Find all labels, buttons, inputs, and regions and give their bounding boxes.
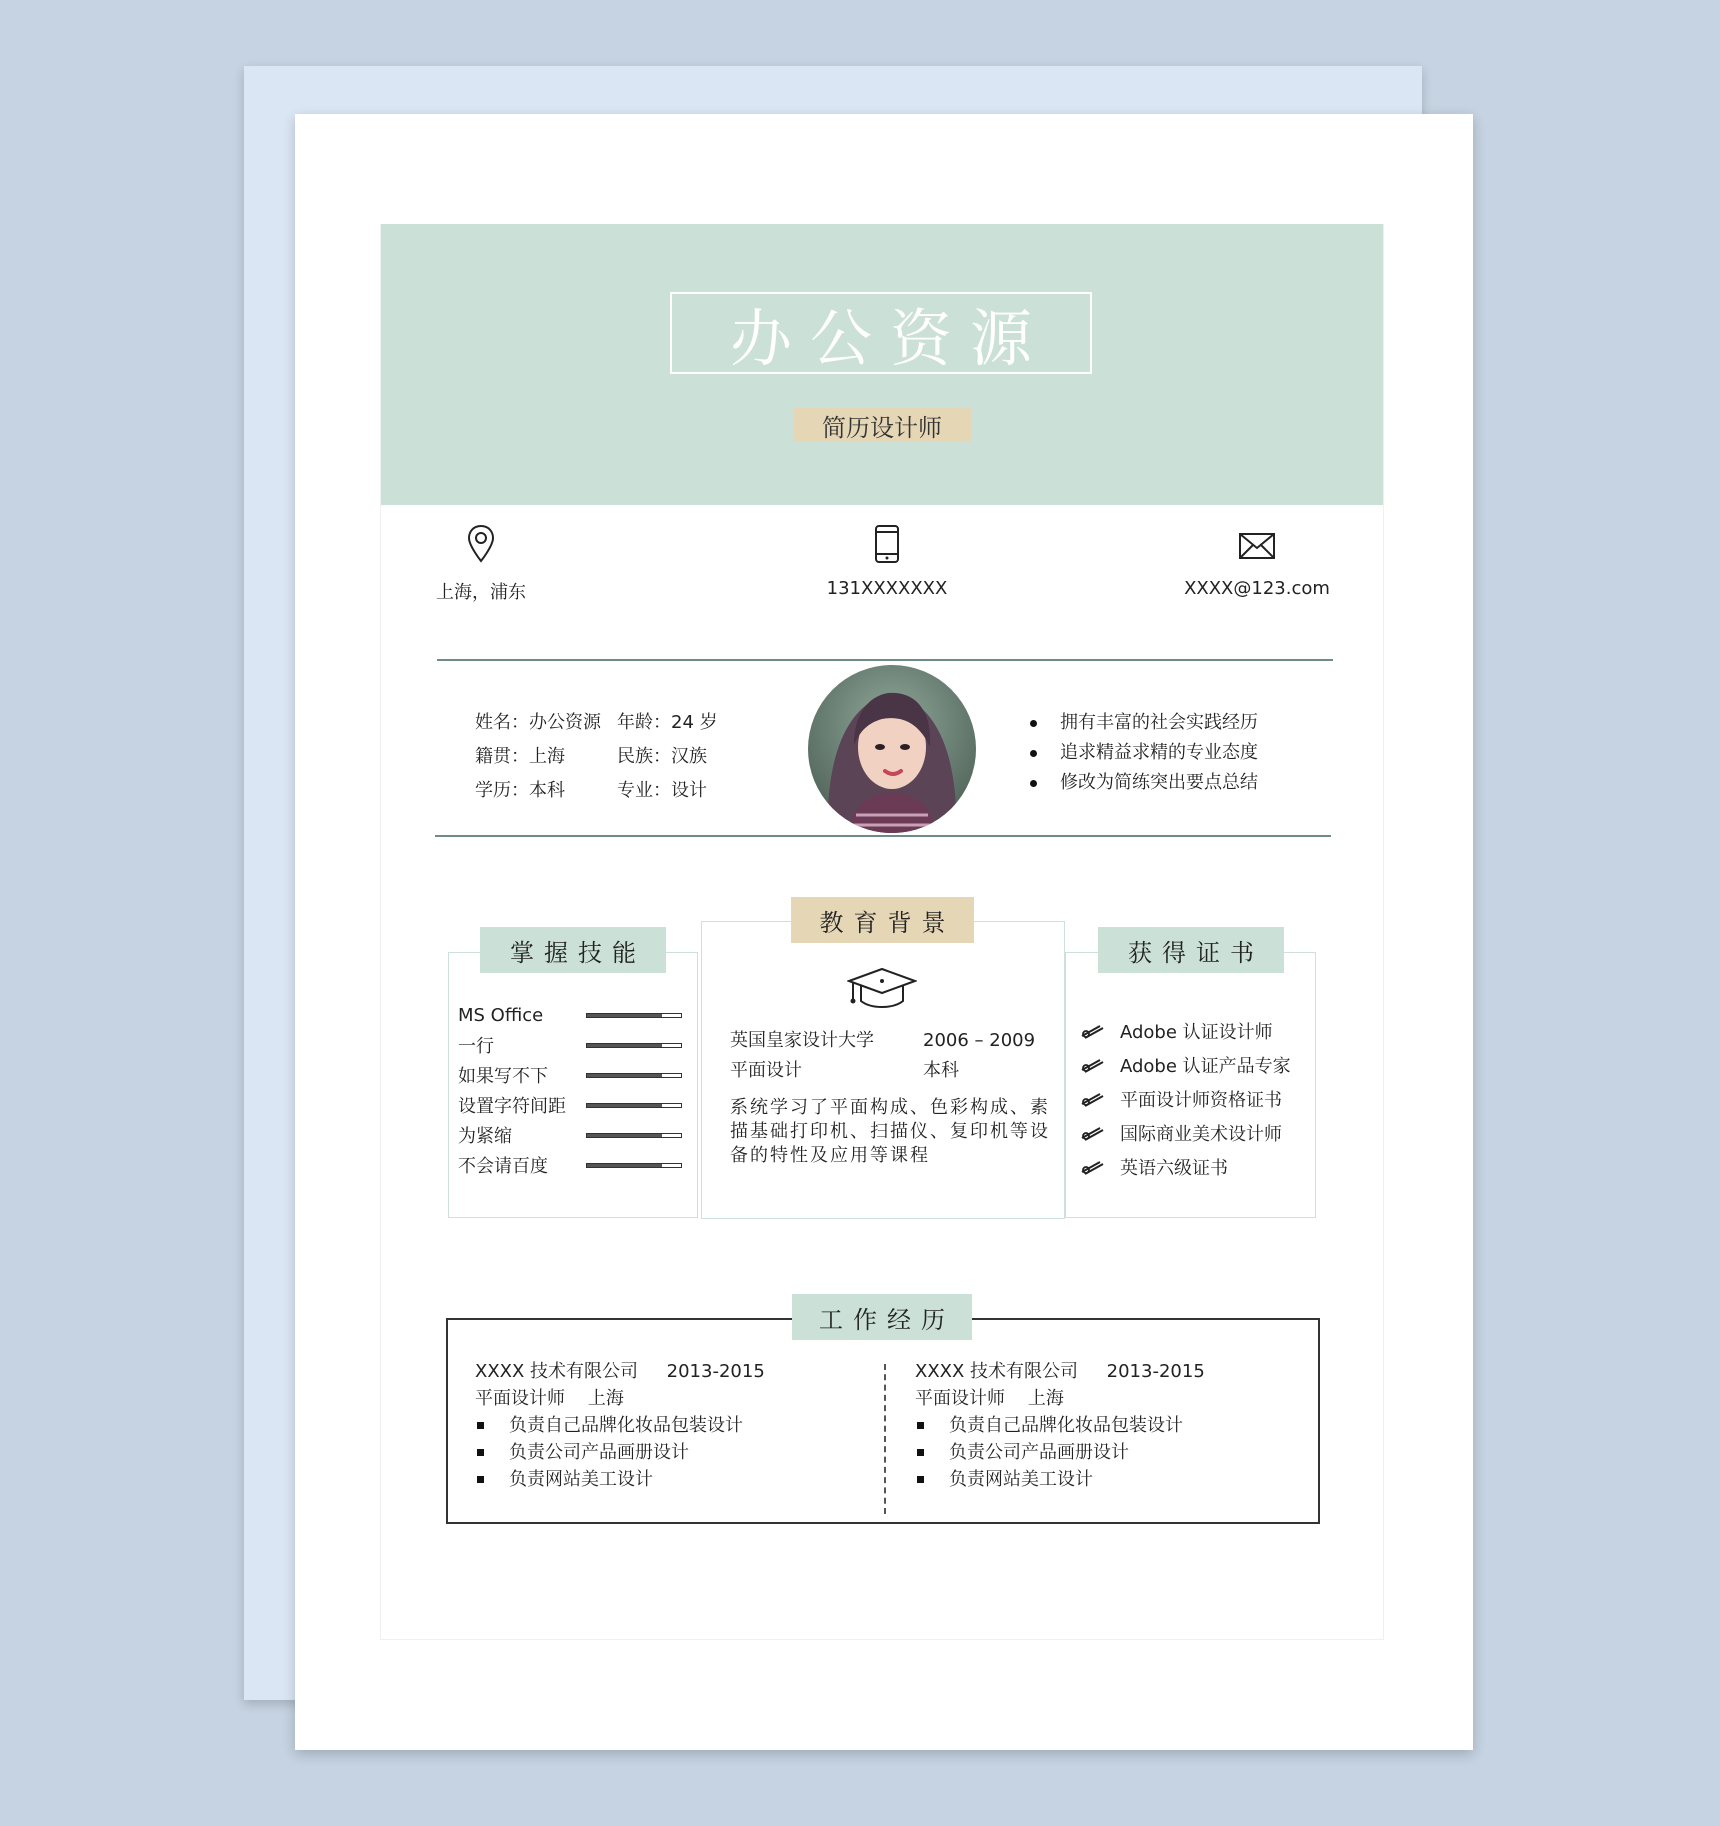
school-major: 平面设计 — [730, 1060, 802, 1081]
skill-row — [458, 1090, 682, 1120]
location-pin-icon — [466, 524, 496, 564]
skill-row — [458, 1120, 682, 1150]
personal-info — [475, 706, 718, 808]
education-details — [730, 1026, 1050, 1168]
diploma-icon — [1080, 1090, 1106, 1108]
work-role: 平面设计师 — [915, 1388, 1005, 1409]
info-name: 姓名：办公资源 — [475, 712, 601, 733]
list-item: 负责公司产品画册设计 — [915, 1439, 1205, 1466]
certificate-name: 国际商业美术设计师 — [1120, 1124, 1282, 1145]
info-hometown: 籍贯：上海 — [475, 746, 565, 767]
list-item: 追求精益求精的专业态度 — [1030, 738, 1258, 768]
certificate-name: Adobe 认证设计师 — [1120, 1022, 1273, 1043]
info-age: 年龄：24 岁 — [617, 712, 718, 733]
mail-icon — [1238, 524, 1276, 564]
contact-email — [1127, 524, 1387, 599]
school-years: 2006 – 2009 — [923, 1030, 1036, 1051]
skill-bar — [586, 1043, 682, 1048]
school-name: 英国皇家设计大学 — [730, 1030, 874, 1051]
divider-top — [437, 659, 1333, 661]
avatar — [808, 665, 976, 833]
list-item — [1080, 1048, 1291, 1082]
list-item: 修改为简练突出要点总结 — [1030, 768, 1258, 798]
skill-bar — [586, 1073, 682, 1078]
header-banner — [381, 224, 1383, 505]
work-divider — [884, 1364, 886, 1514]
work-city: 上海 — [587, 1388, 624, 1409]
company-name: XXXX 技术有限公司 — [915, 1361, 1079, 1382]
diploma-icon — [1080, 1056, 1106, 1074]
list-item: 负责网站美工设计 — [475, 1466, 765, 1493]
work-role: 平面设计师 — [475, 1388, 565, 1409]
skill-name: 不会请百度 — [458, 1156, 548, 1177]
skill-name: 为紧缩 — [458, 1126, 512, 1147]
skill-bar — [586, 1163, 682, 1168]
resume-page — [295, 114, 1473, 1750]
phone-icon — [873, 524, 901, 564]
skill-name: MS Office — [458, 1004, 544, 1026]
duty-list — [915, 1412, 1205, 1493]
diploma-icon — [1080, 1158, 1106, 1176]
certificate-name: 平面设计师资格证书 — [1120, 1090, 1282, 1111]
work-years: 2013-2015 — [1106, 1361, 1205, 1382]
location-text: 上海，浦东 — [436, 582, 526, 603]
list-item: 拥有丰富的社会实践经历 — [1030, 708, 1258, 738]
graduation-cap-icon — [847, 965, 917, 1011]
skill-row — [458, 1150, 682, 1180]
skill-name: 设置字符间距 — [458, 1096, 566, 1117]
contact-location — [351, 524, 611, 604]
work-box — [446, 1318, 1320, 1524]
work-years: 2013-2015 — [666, 1361, 765, 1382]
skill-row — [458, 1000, 682, 1030]
company-name: XXXX 技术有限公司 — [475, 1361, 639, 1382]
info-ethnicity: 民族：汉族 — [617, 746, 707, 767]
email-text: XXXX@123.com — [1184, 578, 1330, 599]
divider-bottom — [435, 835, 1331, 837]
skill-bar — [586, 1133, 682, 1138]
skill-bar — [586, 1013, 682, 1018]
skills-heading: 掌握技能 — [480, 927, 666, 973]
info-education: 学历：本科 — [475, 780, 565, 801]
work-heading: 工作经历 — [792, 1294, 972, 1340]
resume-title: 办公资源 — [670, 292, 1092, 374]
school-degree: 本科 — [923, 1060, 959, 1081]
list-item: 负责公司产品画册设计 — [475, 1439, 765, 1466]
duty-list — [475, 1412, 765, 1493]
contact-phone — [757, 524, 1017, 599]
list-item — [1080, 1150, 1291, 1184]
list-item: 负责自己品牌化妆品包装设计 — [915, 1412, 1205, 1439]
list-item — [1080, 1116, 1291, 1150]
certificate-name: Adobe 认证产品专家 — [1120, 1056, 1291, 1077]
certificate-name: 英语六级证书 — [1120, 1158, 1228, 1179]
resume-subtitle: 简历设计师 — [793, 408, 971, 442]
skill-bar — [586, 1103, 682, 1108]
skills-list — [458, 1000, 682, 1180]
diploma-icon — [1080, 1124, 1106, 1142]
list-item — [1080, 1082, 1291, 1116]
phone-text: 131XXXXXXX — [826, 578, 948, 599]
list-item: 负责自己品牌化妆品包装设计 — [475, 1412, 765, 1439]
list-item: 负责网站美工设计 — [915, 1466, 1205, 1493]
work-city: 上海 — [1027, 1388, 1064, 1409]
education-description: 系统学习了平面构成、色彩构成、素描基础打印机、扫描仪、复印机等设备的特性及应用等课程 — [730, 1097, 1050, 1166]
certificates-heading: 获得证书 — [1098, 927, 1284, 973]
work-entry — [915, 1358, 1205, 1493]
skill-name: 一行 — [458, 1036, 494, 1057]
certificates-list — [1080, 1014, 1291, 1184]
skill-row — [458, 1060, 682, 1090]
skill-row — [458, 1030, 682, 1060]
education-heading: 教育背景 — [791, 897, 974, 943]
skill-name: 如果写不下 — [458, 1066, 548, 1087]
diploma-icon — [1080, 1022, 1106, 1040]
highlights-list — [1030, 708, 1258, 798]
list-item — [1080, 1014, 1291, 1048]
work-entry — [475, 1358, 765, 1493]
info-major: 专业：设计 — [617, 780, 707, 801]
